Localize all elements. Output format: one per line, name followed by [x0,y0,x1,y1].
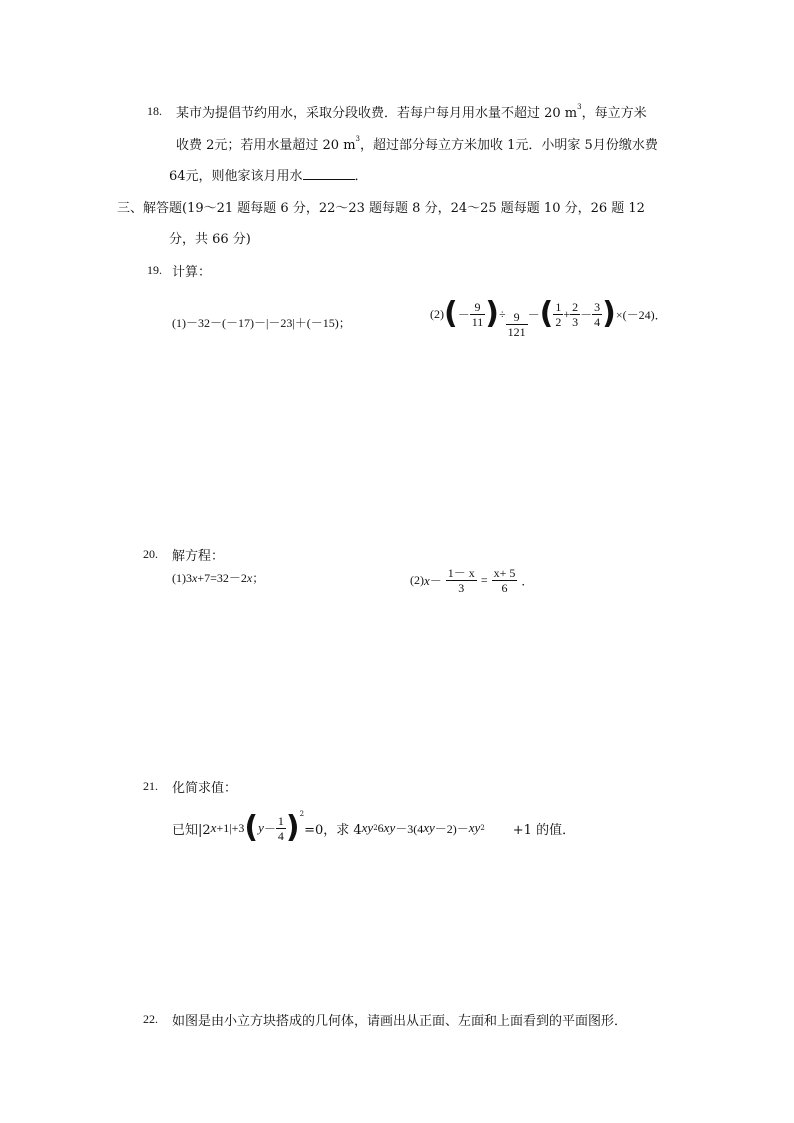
fraction: $\frac{9}{121}$ [507,309,526,339]
left-paren: ( [444,296,458,331]
q18-line2: 收费 2元；若用水量超过 20 $m^3$，超过部分每立方米加收 1元．小明家 5月份缴水费 [176,135,658,153]
minus-sign: － [457,307,470,322]
section-3-heading-cont: 分，共 66 分) [169,232,251,247]
q18-line3: 64元，则他家该月用水 ． [169,169,368,184]
answer-blank [303,167,355,180]
q21-title: 化简求值： [172,781,238,796]
fraction: $\frac{3}{4}$ [594,299,601,329]
fraction: $\frac{2}{3}$ [572,299,579,329]
q19-number: 19. [147,263,162,277]
q20-part2: (2) x － $\frac{1- x}{3}$ = $\frac{x+ 5}{6}$ ． [410,566,534,595]
q21-number: 21. [143,779,158,793]
left-paren: ( [539,296,554,331]
fraction: $\frac{x+ 5}{6}$ [493,566,516,595]
section-3-heading: 三、解答题(19～21 题每题 6 分，22～23 题每题 8 分，24～25 题每题 10 分，26 题 12 [117,201,645,216]
q22-number: 22. [143,1012,158,1026]
q20-part1: (1)3x+7=32－2x； [172,571,265,585]
q18-line1: 某市为提倡节约用水，采取分段收费．若每户每月用水量不超过 20 $m^3$，每立方米 [176,103,647,121]
q20-title: 解方程： [172,549,225,564]
q20-number: 20. [143,547,158,561]
q22-text: 如图是由小立方块搭成的几何体，请画出从正面、左面和上面看到的平面图形． [172,1014,628,1029]
fraction: $\frac{9}{11}$ [471,299,484,329]
fraction: $\frac{1}{4}$ [277,813,284,843]
right-paren: ) [285,810,300,845]
q21-expression: 已知|2 x +1|+3 ( y － $\frac{1}{4}$ ) $^2$ =0，求 4 xy 2 6 xy －3(4 xy －2)－ xy 2 +1 的值． [172,810,576,845]
fraction: $\frac{1}{2}$ [555,299,562,329]
q18-number: 18. [147,104,162,118]
fraction: $\frac{1- x}{3}$ [447,566,475,595]
q19-title: 计算： [172,265,212,280]
right-paren: ) [602,296,616,331]
q19-part2: (2) ( － $\frac{9}{11}$ ) ÷ $\frac{9}{121}$ － ( $\frac{1}{2}$ + $\frac{2}{3}$ － $\frac{3}{4}$ ) ×(－24)． [430,296,667,339]
right-paren: ) [485,296,500,331]
left-paren: ( [244,810,259,845]
q19-part1: (1)－32－(－17)－|－23|＋(－15)； [172,316,351,330]
